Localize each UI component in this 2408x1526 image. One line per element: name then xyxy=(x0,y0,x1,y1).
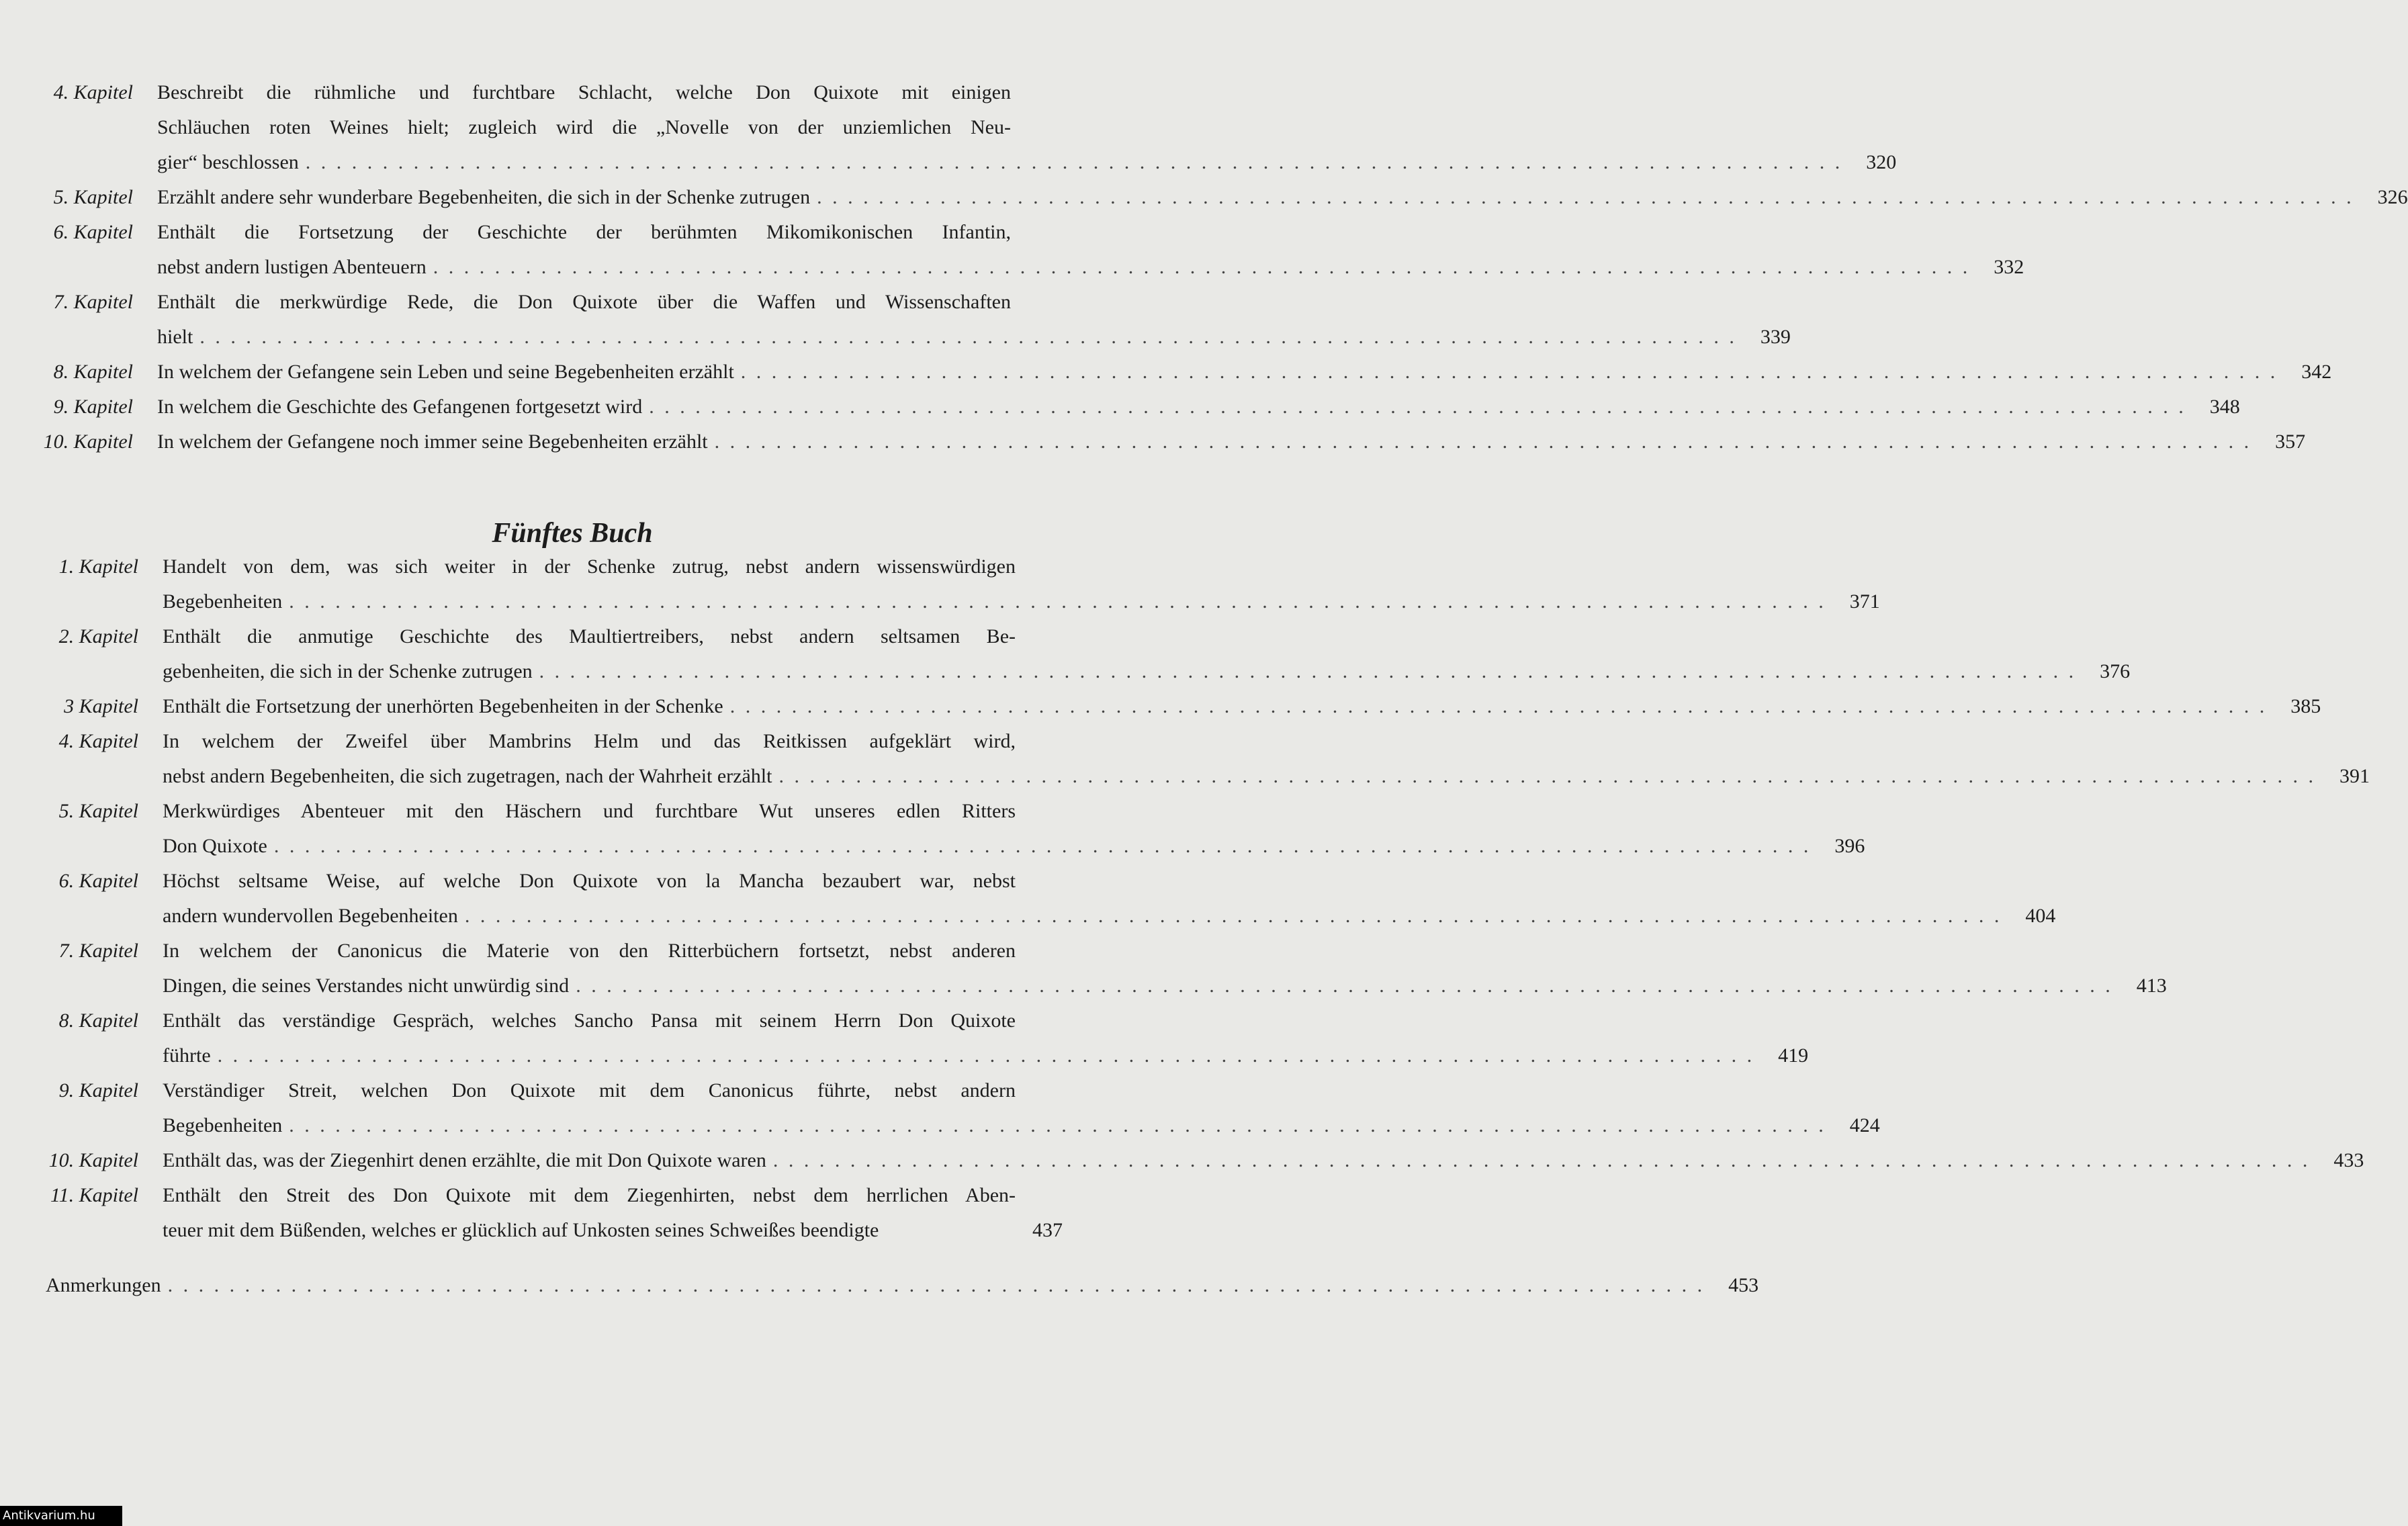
chapter-title-line: In welchem der Canonicus die Materie von den Ritterbüchern fortsetzt, nebst anderen xyxy=(163,940,1016,962)
chapter-number: 10. Kapitel xyxy=(43,431,133,453)
page-number: 453 xyxy=(1728,1274,1759,1296)
dot-leader: . . . . . . . . . . . . . . . . . . . . . . . . . . . . . . . . . . . . . . . . . . . . . . . . . . . . . . . . . . . . . . . . . . . . . . . . . . . . . . . . . . . . . . . . . . . . . . . . . . . . xyxy=(729,695,2268,717)
chapter-title-text: gebenheiten, die sich in der Schenke zutrugen xyxy=(163,660,533,682)
chapter-title-last-line xyxy=(163,1038,1809,1073)
chapter-number: 2. Kapitel xyxy=(58,625,138,647)
chapter-title-text: hielt xyxy=(157,326,193,348)
chapter-title-line: In welchem der Zweifel über Mambrins Helm und das Reitkissen aufgeklärt wird, xyxy=(163,730,1016,752)
chapter-number: 3 Kapitel xyxy=(64,695,138,717)
page-number: 437 xyxy=(1032,1219,1063,1241)
page-number: 326 xyxy=(2377,186,2408,208)
chapter-title-line: Enthält die anmutige Geschichte des Maultiertreibers, nebst andern seltsamen Be- xyxy=(163,625,1016,647)
chapter-title-text: Enthält das, was der Ziegenhirt denen erzählte, die mit Don Quixote waren xyxy=(163,1149,766,1171)
chapter-title-last-line xyxy=(163,829,1865,864)
dot-leader: . . . . . . . . . . . . . . . . . . . . . . . . . . . . . . . . . . . . . . . . . . . . . . . . . . . . . . . . . . . . . . . . . . . . . . . . . . . . . . . . . . . . . . . . . . . . . . . . . . . . xyxy=(217,1044,1755,1067)
chapter-title-last-line xyxy=(163,1213,1063,1248)
chapter-title-last-line xyxy=(157,355,2332,390)
page-number: 332 xyxy=(1994,256,2024,278)
book-5-heading: Fünftes Buch xyxy=(492,517,653,549)
dot-leader: . . . . . . . . . . . . . . . . . . . . . . . . . . . . . . . . . . . . . . . . . . . . . . . . . . . . . . . . . . . . . . . . . . . . . . . . . . . . . . . . . . . . . . . . . . . . . . . . . . . . xyxy=(433,256,1971,278)
chapter-title-line: Enthält die merkwürdige Rede, die Don Quixote über die Waffen und Wissenschaften xyxy=(157,291,1011,313)
chapter-title-text: nebst andern Begebenheiten, die sich zugetragen, nach der Wahrheit erzählt xyxy=(163,765,772,787)
dot-leader: . . . . . . . . . . . . . . . . . . . . . . . . . . . . . . . . . . . . . . . . . . . . . . . . . . . . . . . . . . . . . . . . . . . . . . . . . . . . . . . . . . . . . . . . . . . . . . . . . . . . xyxy=(273,835,1812,857)
dot-leader: . . . . . . . . . . . . . . . . . . . . . . . . . . . . . . . . . . . . . . . . . . . . . . . . . . . . . . . . . . . . . . . . . . . . . . . . . . . . . . . . . . . . . . . . . . . . . . . . . . . . xyxy=(464,905,2002,927)
page-number: 419 xyxy=(1778,1044,1809,1067)
watermark-logo: Antikvarium.hu xyxy=(0,1506,122,1526)
chapter-title-last-line xyxy=(157,424,2306,459)
page-number: 342 xyxy=(2301,361,2332,383)
dot-leader: . . . . . . . . . . . . . . . . . . . . . . . . . . . . . . . . . . . . . . . . . . . . . . . . . . . . . . . . . . . . . . . . . . . . . . . . . . . . . . . . . . . . . . . . . . . . . . . . . . . . xyxy=(199,326,1737,348)
dot-leader: . . . . . . . . . . . . . . . . . . . . . . . . . . . . . . . . . . . . . . . . . . . . . . . . . . . . . . . . . . . . . . . . . . . . . . . . . . . . . . . . . . . . . . . . . . . . . . . . . . . . xyxy=(817,186,2354,208)
chapter-title-line: Enthält das verständige Gespräch, welches Sancho Pansa mit seinem Herrn Don Quixote xyxy=(163,1009,1016,1032)
chapter-number: 9. Kapitel xyxy=(53,396,133,418)
chapter-title-last-line xyxy=(163,689,2321,724)
chapter-number: 7. Kapitel xyxy=(58,940,138,962)
page-number: 371 xyxy=(1849,590,1880,613)
chapter-number: 7. Kapitel xyxy=(53,291,133,313)
dot-leader: . . . . . . . . . . . . . . . . . . . . . . . . . . . . . . . . . . . . . . . . . . . . . . . . . . . . . . . . . . . . . . . . . . . . . . . . . . . . . . . . . . . . . . . . . . . . . . . . . . . . xyxy=(289,590,1826,613)
dot-leader: . . . . . . . . . . . . . . . . . . . . . . . . . . . . . . . . . . . . . . . . . . . . . . . . . . . . . . . . . . . . . . . . . . . . . . . . . . . . . . . . . . . . . . . . . . . . . . . . . . . . xyxy=(305,151,1843,173)
chapter-title-line: Schläuchen roten Weines hielt; zugleich wird die „Novelle von der unziemlichen Neu- xyxy=(157,116,1011,138)
chapter-title-last-line xyxy=(163,899,2056,934)
chapter-title-text: andern wundervollen Begebenheiten xyxy=(163,905,458,927)
chapter-title-text: Don Quixote xyxy=(163,835,267,857)
chapter-title-text: teuer mit dem Büßenden, welches er glücklich auf Unkosten seines Schweißes beendigte xyxy=(163,1219,879,1241)
page-number: 348 xyxy=(2209,396,2240,418)
chapter-number: 8. Kapitel xyxy=(53,361,133,383)
chapter-number: 9. Kapitel xyxy=(58,1079,138,1102)
dot-leader: . . . . . . . . . . . . . . . . . . . . . . . . . . . . . . . . . . . . . . . . . . . . . . . . . . . . . . . . . . . . . . . . . . . . . . . . . . . . . . . . . . . . . . . . . . . . . . . . . . . . xyxy=(778,765,2316,787)
chapter-title-line: Verständiger Streit, welchen Don Quixote mit dem Canonicus führte, nebst andern xyxy=(163,1079,1016,1102)
chapter-title-last-line xyxy=(163,1143,2364,1178)
chapter-title-last-line xyxy=(157,320,1791,355)
page-number: 404 xyxy=(2025,905,2056,927)
page-number: 396 xyxy=(1834,835,1865,857)
chapter-title-text: gier“ beschlossen xyxy=(157,151,299,173)
chapter-number: 4. Kapitel xyxy=(53,81,133,103)
chapter-number: 4. Kapitel xyxy=(58,730,138,752)
page-number: 385 xyxy=(2290,695,2321,717)
chapter-number: 1. Kapitel xyxy=(58,555,138,578)
page-number: 391 xyxy=(2339,765,2370,787)
chapter-title-text: Erzählt andere sehr wunderbare Begebenheiten, die sich in der Schenke zutrugen xyxy=(157,186,811,208)
dot-leader: . . . . . . . . . . . . . . . . . . . . . . . . . . . . . . . . . . . . . . . . . . . . . . . . . . . . . . . . . . . . . . . . . . . . . . . . . . . . . . . . . . . . . . . . . . . . . . . . . . . . xyxy=(772,1149,2311,1171)
page-number: 376 xyxy=(2100,660,2131,682)
chapter-title-last-line xyxy=(157,145,1897,180)
chapter-title-line: Enthält den Streit des Don Quixote mit dem Ziegenhirten, nebst dem herrlichen Aben- xyxy=(163,1184,1016,1206)
chapter-title-line: Höchst seltsame Weise, auf welche Don Quixote von la Mancha bezaubert war, nebst xyxy=(163,870,1016,892)
chapter-title-text: In welchem der Gefangene noch immer seine Begebenheiten erzählt xyxy=(157,431,708,453)
chapter-number: 5. Kapitel xyxy=(53,186,133,208)
chapter-title-last-line xyxy=(163,969,2167,1003)
page-number: 413 xyxy=(2136,975,2167,997)
chapter-title-text: Dingen, die seines Verstandes nicht unwürdig sind xyxy=(163,975,570,997)
page-number: 433 xyxy=(2333,1149,2364,1171)
chapter-title-line: Enthält die Fortsetzung der Geschichte der berühmten Mikomikonischen Infantin, xyxy=(157,221,1011,243)
chapter-number: 6. Kapitel xyxy=(58,870,138,892)
chapter-title-text: nebst andern lustigen Abenteuern xyxy=(157,256,427,278)
chapter-title-last-line xyxy=(163,584,1880,619)
chapter-title-last-line xyxy=(157,390,2240,424)
chapter-number: 5. Kapitel xyxy=(58,800,138,822)
notes-line xyxy=(46,1268,1759,1303)
chapter-title-last-line xyxy=(163,654,2131,689)
chapter-title-text: Enthält die Fortsetzung der unerhörten Begebenheiten in der Schenke xyxy=(163,695,723,717)
chapter-title-text: In welchem der Gefangene sein Leben und seine Begebenheiten erzählt xyxy=(157,361,734,383)
dot-leader: . . . . . . . . . . . . . . . . . . . . . . . . . . . . . . . . . . . . . . . . . . . . . . . . . . . . . . . . . . . . . . . . . . . . . . . . . . . . . . . . . . . . . . . . . . . . . . . . . . . . xyxy=(740,361,2278,383)
chapter-title-text: Begebenheiten xyxy=(163,590,283,613)
chapter-title-last-line xyxy=(157,250,2024,285)
chapter-title-last-line xyxy=(163,1108,1880,1143)
dot-leader: . . . . . . . . . . . . . . . . . . . . . . . . . . . . . . . . . . . . . . . . . . . . . . . . . . . . . . . . . . . . . . . . . . . . . . . . . . . . . . . . . . . . . . . . . . . . . . . . . . . . xyxy=(649,396,2186,418)
chapter-title-line: Handelt von dem, was sich weiter in der Schenke zutrug, nebst andern wissenswürdigen xyxy=(163,555,1016,578)
chapter-title-text: führte xyxy=(163,1044,211,1067)
chapter-title-text: In welchem die Geschichte des Gefangenen fortgesetzt wird xyxy=(157,396,643,418)
dot-leader: . . . . . . . . . . . . . . . . . . . . . . . . . . . . . . . . . . . . . . . . . . . . . . . . . . . . . . . . . . . . . . . . . . . . . . . . . . . . . . . . . . . . . . . . . . . . . . . . . . . . xyxy=(289,1114,1826,1136)
dot-leader: . . . . . . . . . . . . . . . . . . . . . . . . . . . . . . . . . . . . . . . . . . . . . . . . . . . . . . . . . . . . . . . . . . . . . . . . . . . . . . . . . . . . . . . . . . . . . . . . . . . . xyxy=(576,975,2113,997)
page-number: 357 xyxy=(2275,431,2306,453)
chapter-title-line: Merkwürdiges Abenteuer mit den Häschern und furchtbare Wut unseres edlen Ritters xyxy=(163,800,1016,822)
page-number: 339 xyxy=(1760,326,1791,348)
chapter-title-last-line xyxy=(157,180,2408,215)
page-number: 320 xyxy=(1866,151,1897,173)
notes-label: Anmerkungen xyxy=(46,1274,161,1296)
dot-leader: . . . . . . . . . . . . . . . . . . . . . . . . . . . . . . . . . . . . . . . . . . . . . . . . . . . . . . . . . . . . . . . . . . . . . . . . . . . . . . . . . . . . . . . . . . . . . . . . . . . . xyxy=(714,431,2252,453)
chapter-title-text: Begebenheiten xyxy=(163,1114,283,1136)
chapter-number: 11. Kapitel xyxy=(50,1184,138,1206)
chapter-title-last-line xyxy=(163,759,2370,794)
dot-leader: . . . . . . . . . . . . . . . . . . . . . . . . . . . . . . . . . . . . . . . . . . . . . . . . . . . . . . . . . . . . . . . . . . . . . . . . . . . . . . . . . . . . . . . . . . . . . . . . . . . . xyxy=(539,660,2077,682)
chapter-number: 10. Kapitel xyxy=(48,1149,138,1171)
chapter-title-line: Beschreibt die rühmliche und furchtbare Schlacht, welche Don Quixote mit einigen xyxy=(157,81,1011,103)
chapter-number: 8. Kapitel xyxy=(58,1009,138,1032)
chapter-number: 6. Kapitel xyxy=(53,221,133,243)
dot-leader: . . . . . . . . . . . . . . . . . . . . . . . . . . . . . . . . . . . . . . . . . . . . . . . . . . . . . . . . . . . . . . . . . . . . . . . . . . . . . . . . . . . . . . . . . . . . . . . . . . . . xyxy=(167,1274,1705,1296)
page-number: 424 xyxy=(1849,1114,1880,1136)
